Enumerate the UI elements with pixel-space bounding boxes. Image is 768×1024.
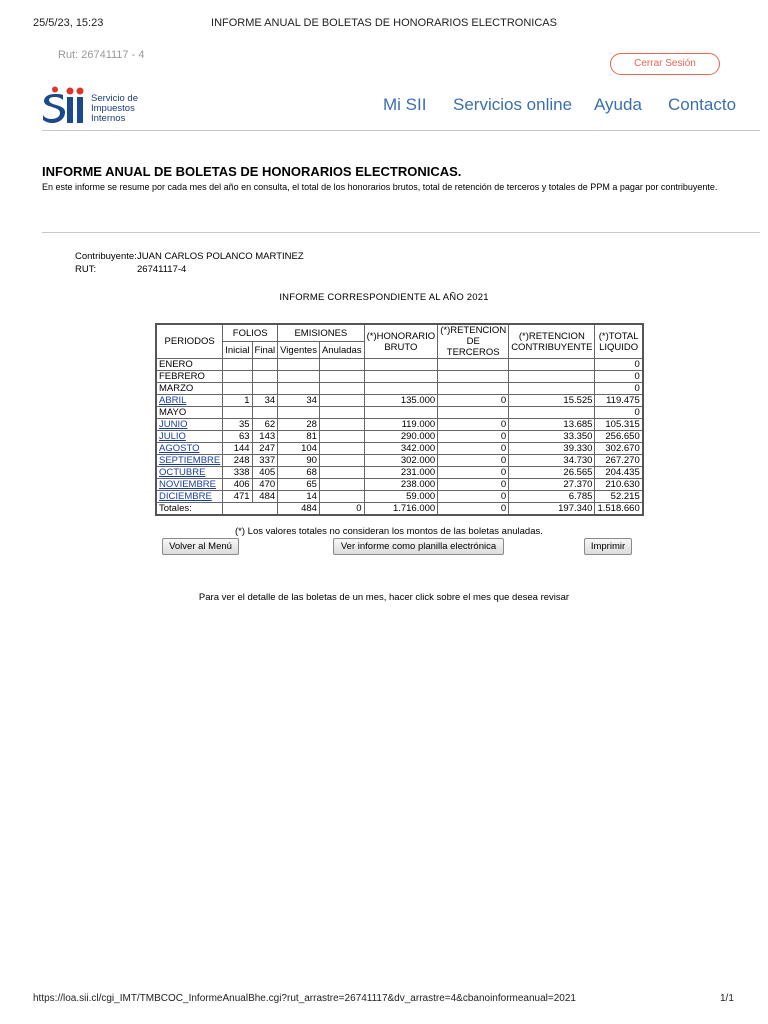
month-cell[interactable] [156,455,223,467]
cell-ret3: 0 [438,443,509,455]
cell-bruto: 238.000 [364,479,438,491]
cell-ret3: 0 [438,431,509,443]
cell-bruto: 59.000 [364,491,438,503]
cell-vig [278,383,320,395]
cell-fin: 34 [252,395,278,407]
cell-retc: 26.565 [509,467,595,479]
back-to-menu-button[interactable]: Volver al Menú [162,538,239,555]
month-link[interactable]: OCTUBRE [159,467,206,478]
cell-bruto: 342.000 [364,443,438,455]
cell-bruto [364,383,438,395]
cell-fin [252,371,278,383]
cell-ini [223,359,252,371]
rut-value: 26741117-4 [137,264,187,275]
col-anuladas: Anuladas [319,342,364,359]
totals-empty-cell [223,503,278,516]
cell-ini: 35 [223,419,252,431]
cell-liq: 0 [595,383,643,395]
month-cell[interactable] [156,431,223,443]
print-datetime: 25/5/23, 15:23 [33,17,104,29]
cell-ini: 406 [223,479,252,491]
col-periodos: PERIODOS [156,324,223,359]
month-cell[interactable] [156,491,223,503]
month-link[interactable]: AGOSTO [159,443,200,454]
footer-url: https://loa.sii.cl/cgi_IMT/TMBCOC_InformeAnualBhe.cgi?rut_arrastre=26741117&dv_arrastre=4&cbanoinformeanual=2021 [33,993,576,1004]
cell-bruto: 290.000 [364,431,438,443]
table-row [156,455,643,467]
cell-fin: 337 [252,455,278,467]
total-anu: 0 [319,503,364,516]
cell-bruto [364,359,438,371]
cell-fin: 247 [252,443,278,455]
total-ret3: 0 [438,503,509,516]
cell-retc: 13.685 [509,419,595,431]
cell-liq: 119.475 [595,395,643,407]
month-detail-hint: Para ver el detalle de las boletas de un mes, hacer click sobre el mes que desea revisar [198,592,570,603]
cell-ini: 144 [223,443,252,455]
contributor-label: Contribuyente: [75,251,137,262]
sii-logo-text: Servicio de Impuestos Internos [91,93,138,124]
table-row [156,491,643,503]
cell-vig: 104 [278,443,320,455]
cell-liq: 204.435 [595,467,643,479]
totals-label: Totales: [156,503,223,516]
cell-liq: 0 [595,359,643,371]
month-link[interactable]: JULIO [159,431,186,442]
cell-anu [319,455,364,467]
cell-fin: 143 [252,431,278,443]
month-cell[interactable] [156,419,223,431]
cell-liq: 52.215 [595,491,643,503]
table-row [156,479,643,491]
cell-liq: 210.630 [595,479,643,491]
cell-retc: 27.370 [509,479,595,491]
cell-ret3 [438,359,509,371]
col-emisiones: EMISIONES [278,324,364,342]
annual-report-table [155,323,644,516]
cell-ret3: 0 [438,395,509,407]
cell-bruto [364,371,438,383]
cell-vig: 14 [278,491,320,503]
cell-retc: 39.330 [509,443,595,455]
cell-fin [252,383,278,395]
cell-ret3: 0 [438,491,509,503]
totals-note: (*) Los valores totales no consideran los montos de las boletas anuladas. [235,526,543,537]
cell-ini: 63 [223,431,252,443]
cell-anu [319,395,364,407]
page-title: INFORME ANUAL DE BOLETAS DE HONORARIOS ELECTRONICAS. [42,164,462,179]
report-rows [156,359,643,516]
cell-anu [319,383,364,395]
cell-vig [278,371,320,383]
cell-liq: 302.670 [595,443,643,455]
cell-retc: 15.525 [509,395,595,407]
cell-anu [319,479,364,491]
table-row [156,371,643,383]
page-description: En este informe se resume por cada mes del año en consulta, el total de los honorarios brutos, total de retención de terceros y totales de PPM a pagar por contribuyente. [42,182,718,192]
month-cell: FEBRERO [156,371,223,383]
cell-anu [319,443,364,455]
cell-fin [252,407,278,419]
cell-vig [278,407,320,419]
rut-label: RUT: [75,264,97,275]
cell-bruto: 302.000 [364,455,438,467]
cell-ini [223,371,252,383]
cell-anu [319,419,364,431]
cell-ret3: 0 [438,419,509,431]
cell-ret3: 0 [438,455,509,467]
cell-ini: 338 [223,467,252,479]
cell-ini [223,407,252,419]
cell-fin: 62 [252,419,278,431]
footer-page-number: 1/1 [720,993,734,1004]
cell-vig: 34 [278,395,320,407]
cell-vig [278,359,320,371]
cell-retc: 6.785 [509,491,595,503]
total-liq: 1.518.660 [595,503,643,516]
cell-ret3: 0 [438,479,509,491]
nav-servicios-online[interactable]: Servicios online [453,95,573,114]
cell-liq: 0 [595,371,643,383]
nav-mi-sii[interactable]: Mi SII [383,95,427,114]
cell-ret3 [438,371,509,383]
col-total-liquido: (*)TOTAL LIQUIDO [595,324,643,359]
cell-anu [319,431,364,443]
cell-ret3 [438,407,509,419]
cell-liq: 0 [595,407,643,419]
cell-bruto: 135.000 [364,395,438,407]
cell-vig: 28 [278,419,320,431]
month-cell[interactable] [156,395,223,407]
month-link[interactable]: ABRIL [159,395,187,406]
cell-fin: 484 [252,491,278,503]
table-row [156,383,643,395]
table-row [156,419,643,431]
cell-fin: 470 [252,479,278,491]
cell-vig: 65 [278,479,320,491]
cell-anu [319,491,364,503]
col-retencion-terceros: (*)RETENCION DE TERCEROS [438,324,509,359]
table-row [156,467,643,479]
table-row [156,407,643,419]
month-link[interactable]: NOVIEMBRE [159,479,217,490]
col-folios: FOLIOS [223,324,278,342]
cell-anu [319,467,364,479]
month-link[interactable]: SEPTIEMBRE [159,455,221,466]
spreadsheet-button[interactable]: Ver informe como planilla electrónica [333,538,504,555]
cell-retc: 33.350 [509,431,595,443]
cell-ini: 248 [223,455,252,467]
month-cell: MARZO [156,383,223,395]
cell-retc [509,383,595,395]
month-cell[interactable] [156,479,223,491]
col-retencion-contribuyente: (*)RETENCION CONTRIBUYENTE [509,324,595,359]
col-folio-final: Final [252,342,278,359]
table-row [156,395,643,407]
contributor-line [75,251,304,262]
cell-anu [319,407,364,419]
cell-ret3: 0 [438,467,509,479]
month-cell: MAYO [156,407,223,419]
cell-fin: 405 [252,467,278,479]
table-row [156,431,643,443]
print-page-title: INFORME ANUAL DE BOLETAS DE HONORARIOS ELECTRONICAS [211,17,557,29]
table-row [156,443,643,455]
cell-bruto: 119.000 [364,419,438,431]
cell-vig: 68 [278,467,320,479]
cell-ini: 1 [223,395,252,407]
total-bruto: 1.716.000 [364,503,438,516]
cell-vig: 81 [278,431,320,443]
cell-fin [252,359,278,371]
cell-liq: 105.315 [595,419,643,431]
cell-retc: 34.730 [509,455,595,467]
cell-liq: 256.650 [595,431,643,443]
cell-retc [509,371,595,383]
total-retc: 197.340 [509,503,595,516]
cell-ret3 [438,383,509,395]
cell-anu [319,359,364,371]
logout-button[interactable]: Cerrar Sesión [610,53,720,75]
col-honorario-bruto: (*)HONORARIO BRUTO [364,324,438,359]
content-divider [42,232,760,233]
header-rut: Rut: 26741117 - 4 [58,49,145,61]
cell-ini: 471 [223,491,252,503]
nav-ayuda[interactable]: Ayuda [594,95,642,114]
col-folio-inicial: Inicial [223,342,252,359]
totals-row [156,503,643,516]
year-heading: INFORME CORRESPONDIENTE AL AÑO 2021 [279,292,489,303]
print-button[interactable]: Imprimir [584,538,632,555]
month-cell[interactable] [156,467,223,479]
header-divider [42,130,760,131]
month-cell[interactable] [156,443,223,455]
table-row [156,359,643,371]
cell-liq: 267.270 [595,455,643,467]
cell-retc [509,359,595,371]
col-vigentes: Vigentes [278,342,320,359]
cell-bruto [364,407,438,419]
total-vig: 484 [278,503,320,516]
cell-vig: 90 [278,455,320,467]
cell-anu [319,371,364,383]
month-cell: ENERO [156,359,223,371]
cell-retc [509,407,595,419]
contributor-name: JUAN CARLOS POLANCO MARTINEZ [137,251,304,262]
month-link[interactable]: DICIEMBRE [159,491,212,502]
nav-contacto[interactable]: Contacto [668,95,737,114]
cell-ini [223,383,252,395]
month-link[interactable]: JUNIO [159,419,188,430]
cell-bruto: 231.000 [364,467,438,479]
rut-line [75,264,186,275]
